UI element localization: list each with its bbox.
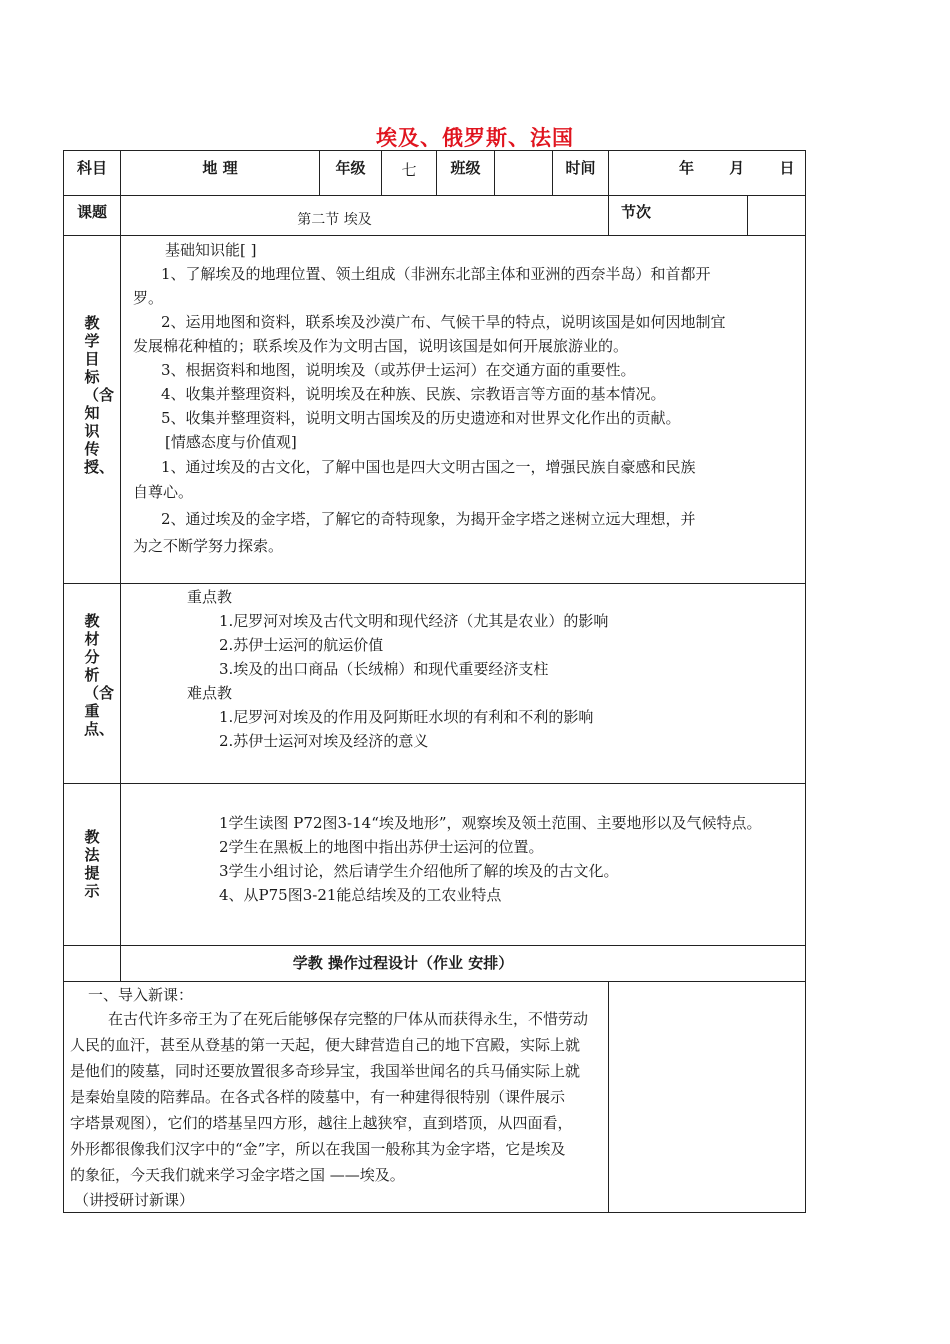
process-header: 学教 操作过程设计（作业 安排）	[121, 946, 806, 982]
materials-label-cell	[64, 584, 121, 784]
methods-row	[64, 784, 806, 946]
intro-line: 外形都很像我们汉字中的“金”字，所以在我国一般称其为金字塔，它是埃及	[70, 1140, 566, 1158]
class-value	[495, 151, 553, 196]
grade-label: 年级	[320, 151, 382, 196]
objectives-line: 基础知识能[ ]	[165, 241, 257, 259]
materials-line: 2.苏伊士运河的航运价值	[219, 636, 384, 654]
objectives-line: 5、收集并整理资料，说明文明古国埃及的历史遗迹和对世界文化作出的贡献。	[161, 409, 681, 427]
topic-value: 第二节 埃及	[121, 196, 609, 236]
intro-line: （讲授研讨新课）	[74, 1191, 195, 1209]
methods-line: 4、从P75图3-21能总结埃及的工农业特点	[219, 886, 502, 904]
objectives-row	[64, 236, 806, 584]
intro-line: 在古代许多帝王为了在死后能够保存完整的尸体从而获得永生，不惜劳动	[108, 1010, 589, 1028]
intro-line: 人民的血汗，甚至从登基的第一天起，便大肆营造自己的地下宫殿，实际上就	[70, 1036, 581, 1054]
methods-content	[121, 784, 806, 946]
period-label: 节次	[609, 196, 748, 236]
intro-line: 的象征，今天我们就来学习金字塔之国 ——埃及。	[70, 1166, 405, 1184]
objectives-line: [情感态度与价值观]	[165, 433, 297, 451]
time-value: 年 月 日	[609, 151, 806, 196]
intro-row	[64, 982, 806, 1213]
topic-label: 课题	[64, 196, 121, 236]
objectives-line: 1、通过埃及的古文化，了解中国也是四大文明古国之一，增强民族自豪感和民族	[161, 458, 696, 476]
materials-line: 重点教	[187, 588, 233, 606]
grade-value: 七	[382, 151, 437, 196]
time-label: 时间	[553, 151, 609, 196]
methods-line: 3学生小组讨论，然后请学生介绍他所了解的埃及的古文化。	[219, 862, 619, 880]
lesson-plan-table	[63, 150, 806, 1213]
materials-line: 难点教	[187, 684, 233, 702]
process-header-spacer	[64, 946, 121, 982]
intro-content	[64, 982, 609, 1213]
materials-line: 3.埃及的出口商品（长绒棉）和现代重要经济支柱	[219, 660, 549, 678]
materials-label: 教材分析（含重点、	[84, 612, 115, 738]
intro-heading: 一、导入新课：	[88, 986, 194, 1004]
methods-line: 1学生读图 P72图3-14“埃及地形”，观察埃及领土范围、主要地形以及气候特点。	[219, 814, 762, 832]
intro-line: 字塔景观图），它们的塔基呈四方形，越往上越狭窄，直到塔顶，从四面看，	[70, 1114, 573, 1132]
period-value	[748, 196, 806, 236]
objectives-line: 罗。	[133, 289, 164, 307]
subject-value: 地 理	[121, 151, 320, 196]
objectives-line: 3、根据资料和地图，说明埃及（或苏伊士运河）在交通方面的重要性。	[161, 361, 636, 379]
objectives-line: 4、收集并整理资料，说明埃及在种族、民族、宗教语言等方面的基本情况。	[161, 385, 666, 403]
process-header-row	[64, 946, 806, 982]
materials-content	[121, 584, 806, 784]
methods-line: 2学生在黑板上的地图中指出苏伊士运河的位置。	[219, 838, 544, 856]
objectives-line: 1、了解埃及的地理位置、领土组成（非洲东北部主体和亚洲的西奈半岛）和首都开	[161, 265, 711, 283]
intro-line: 是他们的陵墓，同时还要放置很多奇珍异宝，我国举世闻名的兵马俑实际上就	[70, 1062, 581, 1080]
objectives-label: 教学目标（含知识传授、	[84, 314, 115, 476]
objectives-content	[121, 236, 806, 584]
methods-label: 教法提示	[84, 828, 100, 900]
notes-cell	[609, 982, 806, 1213]
materials-line: 2.苏伊士运河对埃及经济的意义	[219, 732, 429, 750]
objectives-line: 为之不断学努力探索。	[133, 537, 284, 555]
objectives-line: 自尊心。	[133, 483, 194, 501]
materials-line: 1.尼罗河对埃及的作用及阿斯旺水坝的有利和不利的影响	[219, 708, 594, 726]
topic-row	[64, 196, 806, 236]
objectives-line: 2、运用地图和资料，联系埃及沙漠广布、气候干旱的特点，说明该国是如何因地制宜	[161, 313, 726, 331]
objectives-label-cell	[64, 236, 121, 584]
intro-line: 是秦始皇陵的陪葬品。在各式各样的陵墓中，有一种建得很特别（课件展示	[70, 1088, 566, 1106]
document-title: 埃及、俄罗斯、法国	[376, 125, 574, 150]
objectives-line: 发展棉花种植的；联系埃及作为文明古国，说明该国是如何开展旅游业的。	[133, 337, 629, 355]
methods-label-cell	[64, 784, 121, 946]
class-label: 班级	[437, 151, 495, 196]
materials-line: 1.尼罗河对埃及古代文明和现代经济（尤其是农业）的影响	[219, 612, 609, 630]
subject-label: 科目	[64, 151, 121, 196]
header-row	[64, 151, 806, 196]
objectives-line: 2、通过埃及的金字塔，了解它的奇特现象，为揭开金字塔之迷树立远大理想，并	[161, 510, 696, 528]
materials-row	[64, 584, 806, 784]
